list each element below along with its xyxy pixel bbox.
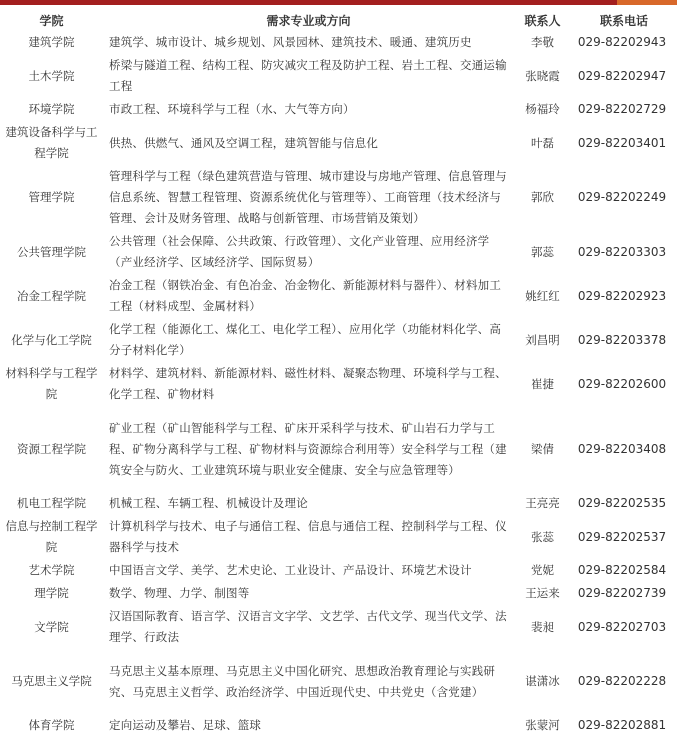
table-row [0,121,677,165]
majors-cell: 供热、供燃气、通风及空调工程，建筑智能与信息化 [109,135,379,150]
majors-cell: 公共管理（社会保障、公共政策、行政管理）、文化产业管理、应用经济学（产业经济学、区域经济学、国际贸易） [109,234,490,269]
contact-cell: 王运来 [525,586,560,600]
phone-cell: 029-82203378 [577,332,667,347]
phone-cell: 029-82202249 [577,190,667,204]
phone-cell: 029-82202947 [577,68,667,83]
phone-cell: 029-82202228 [577,674,667,688]
contact-cell: 刘昌明 [525,332,560,347]
phone-cell: 029-82202943 [577,35,667,49]
phone-cell: 029-82202923 [577,288,667,303]
top-accent-bar [0,0,677,5]
header-row [0,9,677,31]
phone-cell: 029-82202535 [577,496,667,510]
majors-cell: 桥梁与隧道工程、结构工程、防灾减灾工程及防护工程、岩土工程、交通运输工程 [109,58,507,93]
college-cell: 建筑设备科学与工程学院 [5,125,98,160]
phone-cell: 029-82203401 [577,135,667,150]
contact-cell: 崔捷 [531,376,554,391]
contact-cell: 叶磊 [531,135,554,150]
majors-cell: 定向运动及攀岩、足球、篮球 [109,718,262,732]
contact-cell: 张晓霞 [525,68,560,83]
contact-cell: 李敬 [531,35,554,49]
college-cell: 机电工程学院 [17,496,86,510]
contact-cell: 郭欣 [531,190,554,204]
table-row [0,605,677,649]
majors-cell: 数学、物理、力学、制图等 [109,586,250,600]
recruitment-table [0,9,677,737]
phone-cell: 029-82202881 [577,718,667,732]
contact-cell: 张蕊 [531,529,554,544]
majors-cell: 市政工程、环境科学与工程（水、大气等方向） [109,102,355,116]
table-row [0,230,677,274]
contact-cell: 郭蕊 [531,244,554,259]
table-row [0,649,677,714]
table-row [0,98,677,121]
table-row [0,318,677,362]
table-row [0,492,677,515]
majors-cell: 矿业工程（矿山智能科学与工程、矿床开采科学与技术、矿山岩石力学与工程、矿物分离科学与工程、矿物材料与资源综合利用等）安全科学与工程（建筑安全与防火、工业建筑环境与职业安全健康、安全与应急管理等） [109,420,507,477]
phone-cell: 029-82202739 [577,586,667,600]
majors-cell: 管理科学与工程（绿色建筑营造与管理、城市建设与房地产管理、信息管理与信息系统、智慧工程管理、资源系统优化与管理等）、工商管理（技术经济与管理、会计及财务管理、战略与创新管理、市场营销及策划） [109,169,507,225]
college-cell: 体育学院 [28,718,75,732]
college-cell: 材料科学与工程学院 [5,366,98,401]
majors-cell: 材料学、建筑材料、新能源材料、磁性材料、凝聚态物理、环境科学与工程、化学工程、矿物材料 [109,366,507,401]
contact-cell: 梁倩 [531,441,554,456]
college-cell: 建筑学院 [28,35,75,49]
contact-cell: 党妮 [531,563,554,577]
table-row [0,515,677,559]
phone-cell: 029-82202584 [577,563,667,577]
table-row [0,31,677,54]
college-cell: 冶金工程学院 [17,288,86,303]
college-cell: 信息与控制工程学院 [5,519,98,554]
majors-cell: 中国语言文学、美学、艺术史论、工业设计、产品设计、环境艺术设计 [109,563,472,577]
majors-cell: 冶金工程（钢铁冶金、有色冶金、冶金物化、新能源材料与器件）、材料加工工程（材料成型、金属材料） [109,278,502,313]
majors-cell: 化学工程（能源化工、煤化工、电化学工程）、应用化学（功能材料化学、高分子材料化学） [109,322,502,357]
phone-cell: 029-82202600 [577,376,667,391]
table-row [0,54,677,98]
top-accent-bar-orange [617,0,677,5]
phone-cell: 029-82202729 [577,102,667,116]
table-row [0,165,677,230]
contact-cell: 谌潇冰 [525,674,560,688]
college-cell: 文学院 [34,619,69,634]
college-cell: 化学与化工学院 [11,332,92,347]
header-majors: 需求专业或方向 [266,13,351,28]
table-row [0,274,677,318]
header-contact: 联系人 [524,13,561,28]
phone-cell: 029-82203408 [577,441,667,456]
majors-cell: 机械工程、车辆工程、机械设计及理论 [109,496,308,510]
contact-cell: 杨福玲 [525,102,560,116]
college-cell: 资源工程学院 [17,441,86,456]
college-cell: 土木学院 [28,68,75,83]
contact-cell: 王亮亮 [525,496,560,510]
phone-cell: 029-82202703 [577,619,667,634]
majors-cell: 建筑学、城市设计、城乡规划、风景园林、建筑技术、暖通、建筑历史 [109,35,472,49]
contact-cell: 张蒙河 [525,718,560,732]
contact-cell: 裴昶 [531,619,554,634]
contact-cell: 姚红红 [525,288,560,303]
phone-cell: 029-82203303 [577,244,667,259]
table-row [0,406,677,492]
table-row [0,362,677,406]
college-cell: 环境学院 [28,102,75,116]
table-row [0,559,677,582]
majors-cell: 马克思主义基本原理、马克思主义中国化研究、思想政治教育理论与实践研究、马克思主义哲学、政治经济学、中国近现代史、中共党史（含党建） [109,663,496,699]
college-cell: 管理学院 [28,190,75,204]
majors-cell: 汉语国际教育、语言学、汉语言文字学、文艺学、古代文学、现当代文学、法理学、行政法 [109,609,507,644]
table-row [0,714,677,737]
majors-cell: 计算机科学与技术、电子与通信工程、信息与通信工程、控制科学与工程、仪器科学与技术 [109,519,507,554]
college-cell: 公共管理学院 [17,244,86,259]
college-cell: 马克思主义学院 [11,674,92,688]
header-phone: 联系电话 [599,13,648,28]
table-row [0,582,677,605]
college-cell: 艺术学院 [28,563,75,577]
college-cell: 理学院 [34,586,69,600]
header-college: 学院 [39,13,64,28]
phone-cell: 029-82202537 [577,529,667,544]
